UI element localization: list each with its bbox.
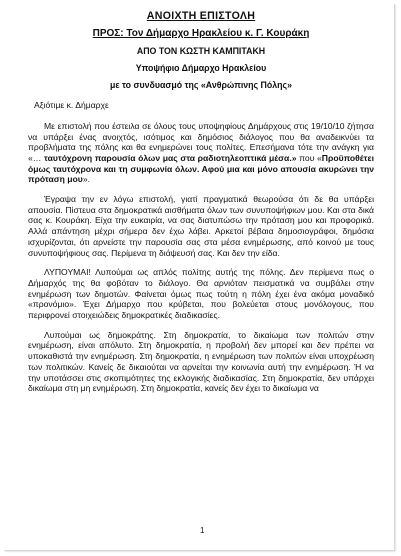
sender-name: ΑΠΟ ΤΟΝ ΚΩΣΤΗ ΚΑΜΠΙΤΑΚΗ <box>136 46 266 56</box>
paragraph-3-text: ΛΥΠΟΥΜΑΙ! Λυπούμαι ως απλός πολίτης αυτής της πόλης. Δεν περίμενα πως ο Δήμαρχός της θα φοβόταν το διάλογο. Θα αρνιόταν πεισματικά να συμβάλει στην ενημέρωση των δημοτών. Φαίνεται όμως πως τούτη η πόλη έχει ένα ακόμα μοναδικό «προνόμιο». Έχει Δήμαρχο που κρύβεται, που βολεύεται στους μονόλογους, που περιφρονεί στοιχειώδεις δημοκρατικές διαδικασίες. <box>28 267 374 321</box>
paragraph-4-text: Λυπούμαι ως δημοκράτης. Στη δημοκρατία, το δικαίωμα των πολιτών στην ενημέρωση, είναι απόλυτο. Στη δημοκρατία, η προβολή δεν μπορεί και δεν πρέπει να υποκαθιστά την ενημέρωση. Στη δημοκρατία, η ενημέρωση των πολιτών είναι υποχρέωση των πολιτικών. Κανείς δε δικαιούται να αρνείται την κοινωνία αυτή την ενημέρωση. Ή να την υποτάσσει στις σκοπιμότητες της εκλογικής διαδικασίας. Στη δημοκρατία, δεν υπάρχει δικαίωμα στη μη ενημέρωση. Στη δημοκρατία, κανείς δεν έχει το δικαίωμα να <box>28 329 374 394</box>
letter-title: ΑΝΟΙΧΤΗ ΕΠΙΣΤΟΛΗ <box>146 10 256 22</box>
paragraph-1 <box>28 121 374 185</box>
paragraph-1-text-c: ». <box>82 174 90 185</box>
paragraph-2-text: Έγραψα την εν λόγω επιστολή, γιατί πραγματικά θεωρούσα ότι δε θα υπάρξει απουσία. Πίστευα στα δημοκρατικά αισθήματα όλων των συνυποψήφιων μου. Και στα δικά σας κ. Κουράκη. Είχα την ευκαιρία, να σας διατυπώσω την πρόταση μου και προφορικά. Αλλά απάντηση μέχρι σήμερα δεν έχω λάβει. Αρκετοί βέβαια δημοσιογράφοι, δημόσια ισχυρίζονται, ότι αρνείστε την παρουσία σας στα μέσα ενημέρωσης, από κοινού με τους συνυποψήφιους σας. Περίμενα τη διάψευσή σας. Και δεν την είδα. <box>28 194 374 258</box>
page-number: 1 <box>200 526 205 535</box>
paragraph-1-bold-b: Προϋποθέτει όμως ταυτόχρονα και τη συμφωνία όλων. Αφού μια και μόνο απουσία ακυρώνει την πρόταση μου <box>28 152 374 185</box>
paragraph-1-text-b: που « <box>296 152 322 163</box>
sender-affiliation: με το συνδυασμό της «Ανθρώπινης Πόλης» <box>109 80 293 91</box>
paragraph-1-text-a: Με επιστολή που έστειλα σε όλους τους υποψηφίους Δημάρχους στις 19/10/10 ζήτησα να υπάρξει ένας ανοιχτός, ισότιμος και δημόσιος διάλογος που θα αναδεικνύει τα προβλήματα της πόλης και θα ενημερώνει τους πολίτες. Επεσήμανα τότε την ανάγκη για «… <box>28 120 374 163</box>
paragraph-1-bold-a: ταυτόχρονη παρουσία όλων μας στα ραδιοτηλεοπτικά μέσα.» <box>43 152 297 163</box>
sender-role: Υποψήφιο Δήμαρχο Ηρακλείου <box>135 62 267 73</box>
paragraph-2 <box>28 194 374 258</box>
paragraph-4 <box>28 330 374 394</box>
letter-page <box>28 10 374 403</box>
paragraph-3 <box>28 267 374 321</box>
recipient-line: ΠΡΟΣ: Τον Δήμαρχο Ηρακλείου κ. Γ. Κουράκη <box>92 28 310 39</box>
salutation: Αξιότιμε κ. Δήμαρχε <box>34 100 109 111</box>
